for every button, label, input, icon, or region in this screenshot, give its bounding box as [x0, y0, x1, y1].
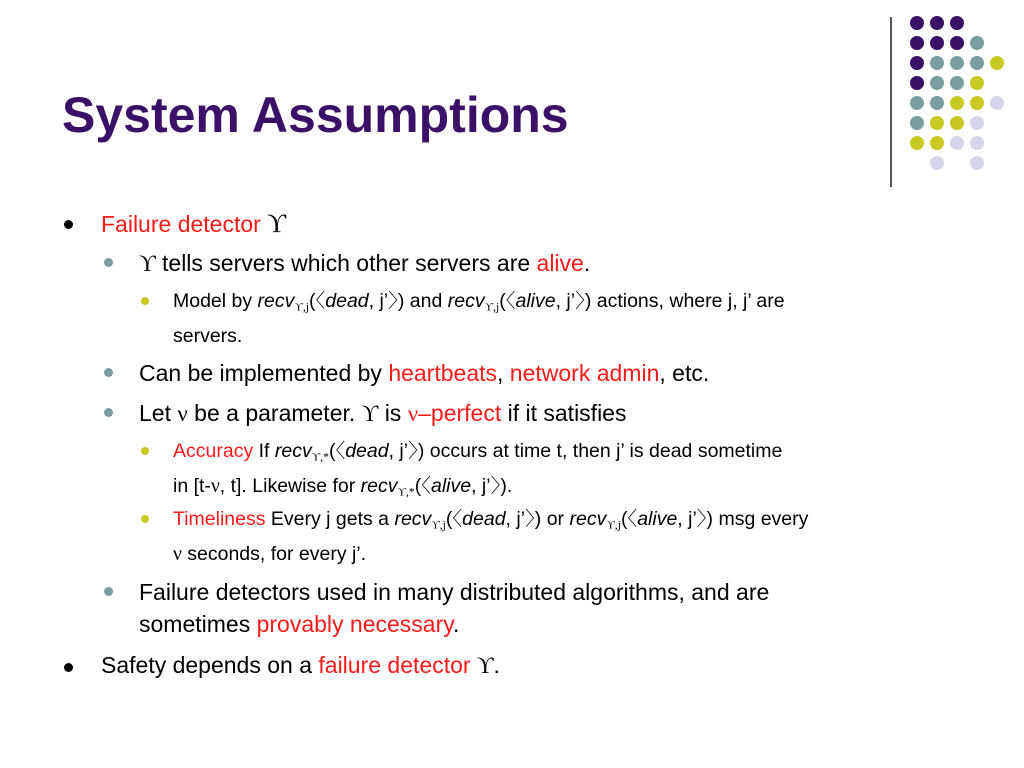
bullet-marker	[104, 258, 113, 267]
upsilon-symbol: ϒ	[267, 209, 286, 238]
upsilon-symbol: ϒ	[139, 251, 156, 276]
decor-dot	[930, 156, 944, 170]
bullet-accuracy	[173, 437, 963, 506]
recv-text: recv	[447, 290, 485, 312]
recv-subscript: ϒ,*	[397, 485, 415, 498]
decor-dot	[970, 116, 984, 130]
slide-title: System Assumptions	[62, 87, 569, 143]
bullet-text: servers.	[173, 324, 243, 347]
highlight-text: Accuracy	[173, 440, 254, 462]
bullet-marker	[64, 220, 73, 229]
decor-dot	[910, 56, 924, 70]
recv-text: recv	[274, 440, 312, 462]
decor-dot	[930, 36, 944, 50]
bullet-text: Can be implemented by	[139, 360, 382, 386]
decor-dot	[950, 36, 964, 50]
decor-dot	[970, 76, 984, 90]
decor-dot	[910, 36, 924, 50]
recv-text: recv	[257, 290, 295, 312]
decor-dot	[970, 36, 984, 50]
highlight-text: network admin	[509, 360, 660, 386]
bullet-timeliness	[173, 505, 963, 569]
decor-dot	[970, 136, 984, 150]
bullet-text: (〈	[309, 290, 326, 312]
highlight-text: failure detector	[318, 652, 471, 678]
bullet-marker	[141, 515, 149, 523]
bullet-marker	[141, 447, 149, 455]
bullet-text: in [t-	[173, 474, 211, 497]
nu-symbol: ν	[173, 543, 182, 565]
recv-subscript: ϒ,j	[484, 300, 500, 314]
decor-dot	[990, 56, 1004, 70]
decor-dot	[950, 16, 964, 30]
bullet-text: (〈	[328, 440, 346, 462]
decor-dot	[990, 96, 1004, 110]
bullet-text: , j’〉) actions, where j, j’ are	[555, 290, 785, 312]
bullet-text: Every j gets a	[270, 508, 390, 530]
bullet-text: if it satisfies	[507, 400, 627, 426]
highlight-text: –perfect	[418, 400, 502, 426]
dead-text: dead	[462, 508, 506, 530]
highlight-text: Timeliness	[173, 508, 266, 530]
bullet-text: , t]. Likewise for	[219, 474, 356, 497]
bullet-text: Model by	[173, 290, 253, 312]
bullet-text: is	[384, 400, 402, 426]
recv-text: recv	[394, 508, 432, 530]
bullet-text: Safety depends on a	[101, 652, 312, 678]
title-divider-line	[890, 17, 892, 187]
bullet-text: Let	[139, 400, 171, 426]
decor-dot	[910, 96, 924, 110]
decor-dot	[950, 136, 964, 150]
upsilon-symbol: ϒ	[476, 653, 494, 678]
bullet-text: , j’〉) msg every	[677, 508, 809, 530]
decor-dot	[910, 76, 924, 90]
recv-subscript: ϒ,j	[606, 518, 621, 532]
decor-dot	[910, 116, 924, 130]
bullet-text: .	[453, 611, 460, 637]
bullet-text: ,	[497, 360, 504, 386]
recv-subscript: ϒ,*	[311, 450, 329, 464]
bullet-text: If	[258, 440, 270, 462]
bullet-text: , j’〉) and	[368, 290, 443, 312]
decor-dot	[950, 56, 964, 70]
decor-dot	[950, 76, 964, 90]
decor-dot	[930, 116, 944, 130]
decor-dot	[930, 16, 944, 30]
bullet-text: .	[493, 652, 500, 678]
alive-text: alive	[515, 290, 556, 312]
bullet-text: (〈	[620, 508, 638, 530]
bullet-text: .	[583, 250, 591, 276]
highlight-text: provably necessary	[256, 611, 454, 637]
dead-text: dead	[325, 290, 369, 312]
highlight-text: alive	[536, 250, 584, 276]
nu-symbol: ν	[210, 475, 220, 497]
highlight-text: Failure detector	[101, 211, 261, 237]
bullet-text: , j’〉).	[471, 474, 513, 497]
recv-text: recv	[360, 474, 398, 497]
nu-symbol: ν	[407, 401, 419, 426]
bullet-marker	[64, 663, 73, 672]
decor-dot	[930, 76, 944, 90]
bullet-text: tells servers which other servers are	[162, 250, 531, 276]
decor-dot	[910, 136, 924, 150]
bullet-failure-detector	[101, 209, 286, 239]
bullet-implemented-by	[139, 357, 939, 389]
bullet-text: seconds, for every j’.	[187, 542, 367, 565]
bullet-failure-detectors-used	[139, 576, 939, 640]
bullet-text: , j’〉) or	[505, 508, 565, 530]
bullet-text: (〈	[445, 508, 463, 530]
decor-dot	[970, 96, 984, 110]
bullet-text: sometimes	[139, 611, 251, 637]
bullet-let-parameter	[139, 397, 939, 430]
bullet-marker	[141, 297, 149, 305]
bullet-text: (〈	[414, 474, 431, 497]
bullet-text: , j’〉) occurs at time t, then j’ is dead sometime	[388, 440, 783, 462]
bullet-text: be a parameter.	[194, 400, 356, 426]
decor-dot	[930, 96, 944, 110]
decor-dot	[950, 96, 964, 110]
dead-text: dead	[345, 440, 389, 462]
nu-symbol: ν	[177, 401, 188, 426]
bullet-marker	[104, 408, 113, 417]
decor-dot	[930, 136, 944, 150]
decor-dot	[950, 116, 964, 130]
alive-text: alive	[637, 508, 678, 530]
recv-subscript: ϒ,j	[294, 300, 309, 314]
bullet-text: Failure detectors used in many distributed algorithms, and are	[139, 579, 770, 605]
decor-dot	[970, 56, 984, 70]
decor-dot	[910, 16, 924, 30]
bullet-tells-servers	[139, 247, 939, 280]
highlight-text: heartbeats	[388, 360, 498, 386]
alive-text: alive	[430, 474, 472, 497]
bullet-safety	[101, 652, 500, 679]
decor-dot	[930, 56, 944, 70]
upsilon-symbol: ϒ	[361, 401, 379, 426]
recv-subscript: ϒ,j	[431, 518, 446, 532]
bullet-text: (〈	[499, 290, 516, 312]
decor-dot	[970, 156, 984, 170]
bullet-marker	[104, 587, 113, 596]
bullet-marker	[104, 368, 113, 377]
bullet-text: , etc.	[659, 360, 710, 386]
recv-text: recv	[569, 508, 607, 530]
bullet-model-by	[173, 287, 963, 351]
